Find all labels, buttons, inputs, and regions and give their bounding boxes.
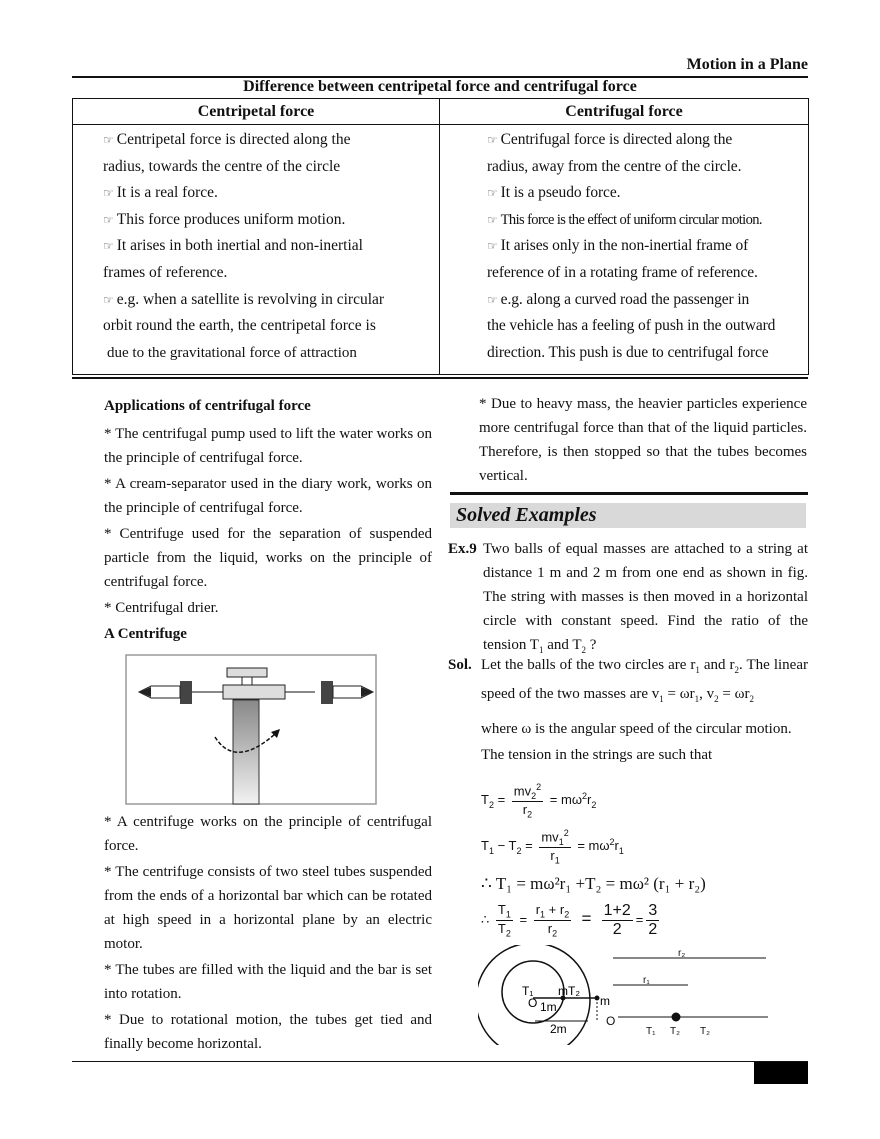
table-cell-text: orbit round the earth, the centripetal force is (103, 317, 376, 335)
table-line (103, 313, 384, 340)
table-cell-text: due to the gravitational force of attraction (107, 344, 357, 361)
table-line (487, 127, 775, 154)
section-title: Solved Examples (456, 504, 597, 526)
subscript: 2 (749, 694, 754, 704)
table-line (487, 313, 775, 340)
paragraph: * Due to rotational motion, the tubes get tied and finally become horizontal. (104, 1012, 432, 1052)
cap-stem (242, 677, 252, 685)
pointing-hand-icon: ☞ (487, 133, 498, 147)
pointing-hand-icon: ☞ (487, 186, 498, 201)
table-title: Difference between centripetal force and centrifugal force (243, 78, 637, 95)
centrifuge-figure (125, 654, 377, 805)
table-line (103, 154, 384, 181)
figure-heading: A Centrifuge (104, 626, 187, 642)
label-T1: T₁ (646, 1026, 656, 1037)
table-line (103, 287, 384, 314)
equation-2: $T_1 - T_2$ = $\frac{mv_1^2}{r_1}$ = $m\omega^2r_1$ (481, 828, 624, 866)
pointing-hand-icon: ☞ (103, 133, 114, 147)
table-line (487, 207, 775, 234)
label-T1: T₁ (522, 984, 534, 998)
subscript: 1 (694, 694, 700, 704)
label-m: m (558, 984, 568, 998)
table-line (487, 154, 775, 181)
table-cell-text: Centrifugal force is directed along the (500, 131, 733, 148)
example-text (483, 537, 808, 662)
right-clamp (321, 681, 333, 704)
example-label: Ex.9 (448, 541, 477, 557)
table-line (103, 233, 384, 260)
table-line (487, 287, 775, 314)
table-cell-text: This force is the effect of uniform circular motion. (500, 211, 762, 228)
table-cell-text: It is a real force. (116, 184, 218, 202)
label-T2: T₂ (670, 1026, 680, 1037)
table-bottom-rule-2 (72, 377, 808, 379)
paragraph: * The tubes are filled with the liquid and the bar is set into rotation. (104, 962, 432, 1002)
equation-4: ∴ $\frac{T_1}{T_2}$ = $\frac{r_1 + r_2}{r_2}$ = $\frac{1+2}{2}$ = $\frac{3}{2}$ (481, 902, 658, 939)
application-item: * The centrifugal pump used to lift the water works on the principle of centrifugal force. (104, 426, 432, 466)
label-2m: 2m (550, 1022, 567, 1036)
table-bottom-rule (72, 374, 808, 375)
equation-3: ∴ T₁ = mω²r₁ +T₂ = mω² (r₁ + r₂) (481, 874, 706, 893)
table-cell-text: It arises in both inertial and non-inertial (116, 237, 363, 255)
table-line (103, 340, 384, 367)
paragraph: * The centrifuge consists of two steel tubes suspended from the ends of a horizontal bar which can be rotated at high speed in a horizontal plane by an electric motor. (104, 864, 432, 952)
table-cell-text: frames of reference. (103, 263, 228, 281)
label-T2: T₂ (700, 1026, 710, 1037)
hub (223, 685, 285, 699)
table-cell-text: It arises only in the non-inertial frame of (500, 237, 749, 255)
application-item: * A cream-separator used in the diary work, works on the principle of centrifugal force. (104, 476, 432, 516)
column-divider (439, 99, 440, 375)
label-T2: T₂ (568, 984, 580, 998)
mass-dot (672, 1013, 680, 1021)
solution-label: Sol. (448, 657, 472, 673)
table-cell-text: direction. This push is due to centrifugal force (487, 343, 769, 361)
text: ? (586, 637, 597, 653)
equation-1: $T_2$ = $\frac{mv_2^2}{r_2}$ = $m\omega^2r_2$ (481, 782, 597, 820)
pointing-hand-icon: ☞ (487, 292, 498, 307)
label-r1: r₁ (643, 975, 650, 986)
table-line (103, 207, 384, 234)
pointing-hand-icon: ☞ (103, 292, 114, 307)
label-O: O (528, 996, 538, 1010)
table-line (487, 233, 775, 260)
pointing-hand-icon: ☞ (103, 186, 114, 201)
comparison-table (72, 98, 809, 375)
example-question: Two balls of equal masses are attached to a string at distance 1 m and 2 m from one end as shown in fig. The string with masses is then moved in a horizontal circle with constant speed. Find the ratio of the tension T (483, 541, 808, 653)
table-line (103, 180, 384, 207)
subscript: 2 (581, 645, 587, 655)
text: , v (699, 686, 715, 702)
text: = ωr (663, 686, 695, 702)
table-cell-text: It is a pseudo force. (500, 184, 621, 202)
pointing-hand-icon: ☞ (103, 212, 114, 227)
text: . The linear speed of the two masses are v (481, 657, 808, 702)
text: and r (699, 657, 735, 673)
chapter-title: Motion in a Plane (686, 56, 808, 73)
table-cell-text: the vehicle has a feeling of push in the outward (487, 317, 776, 335)
table-cell-text: radius, towards the centre of the circle (103, 157, 341, 175)
tension-figure (478, 945, 778, 1045)
left-column (104, 394, 432, 648)
table-cell-text: Centripetal force is directed along the (116, 131, 351, 148)
label-m: m (600, 994, 610, 1008)
solution-tension: The tension in the strings are such that (481, 747, 713, 763)
section-rule (450, 492, 808, 495)
table-line (103, 260, 384, 287)
solution-where: where ω is the angular speed of the circular motion. (481, 721, 792, 737)
label-1m: 1m (540, 1000, 557, 1014)
left-clamp (180, 681, 192, 704)
page-number-box (754, 1062, 808, 1084)
column-heading-centrifugal: Centrifugal force (440, 99, 808, 125)
subscript: 1 (659, 694, 664, 704)
footer-rule (72, 1061, 808, 1062)
label-r2: r₂ (678, 948, 686, 959)
application-item: * Centrifugal drier. (104, 600, 219, 616)
table-cell-text: e.g. when a satellite is revolving in circular (116, 290, 385, 308)
text: Let the balls of the two circles are r (481, 657, 696, 673)
text: and T (543, 637, 582, 653)
table-line (487, 180, 775, 207)
right-paragraph: * Due to heavy mass, the heavier particles experience more centrifugal force than that of the liquid particles. Therefore, is then stopped so that the tubes becomes vertical. (479, 396, 807, 484)
table-cell-text: radius, away from the centre of the circle. (487, 157, 742, 175)
pointing-hand-icon: ☞ (487, 212, 498, 227)
table-cell-text: e.g. along a curved road the passenger in (500, 290, 750, 308)
paragraph: * A centrifuge works on the principle of centrifugal force. (104, 814, 432, 854)
section-banner (450, 503, 806, 528)
solution-text (481, 653, 808, 769)
table-line (487, 340, 775, 367)
centrifugal-column (487, 127, 775, 366)
application-item: * Centrifuge used for the separation of suspended particle from the liquid, works on the principle of centrifugal force. (104, 526, 432, 590)
centripetal-column (103, 127, 384, 366)
pointing-hand-icon: ☞ (487, 239, 498, 254)
column-heading-centripetal: Centripetal force (73, 99, 439, 125)
subscript: 1 (695, 665, 700, 675)
table-cell-text: reference of in a rotating frame of reference. (487, 263, 758, 281)
table-line (487, 260, 775, 287)
table-line (103, 127, 384, 154)
text: = ωr (718, 686, 750, 702)
subscript: 2 (714, 694, 719, 704)
table-cell-text: This force produces uniform motion. (116, 210, 346, 228)
subscript: 1 (538, 645, 544, 655)
pointing-hand-icon: ☞ (103, 239, 114, 254)
centrifuge-description (104, 810, 432, 1058)
label-O: O (606, 1014, 616, 1028)
applications-heading: Applications of centrifugal force (104, 398, 311, 414)
subscript: 2 (734, 665, 740, 675)
top-cap (227, 668, 267, 677)
